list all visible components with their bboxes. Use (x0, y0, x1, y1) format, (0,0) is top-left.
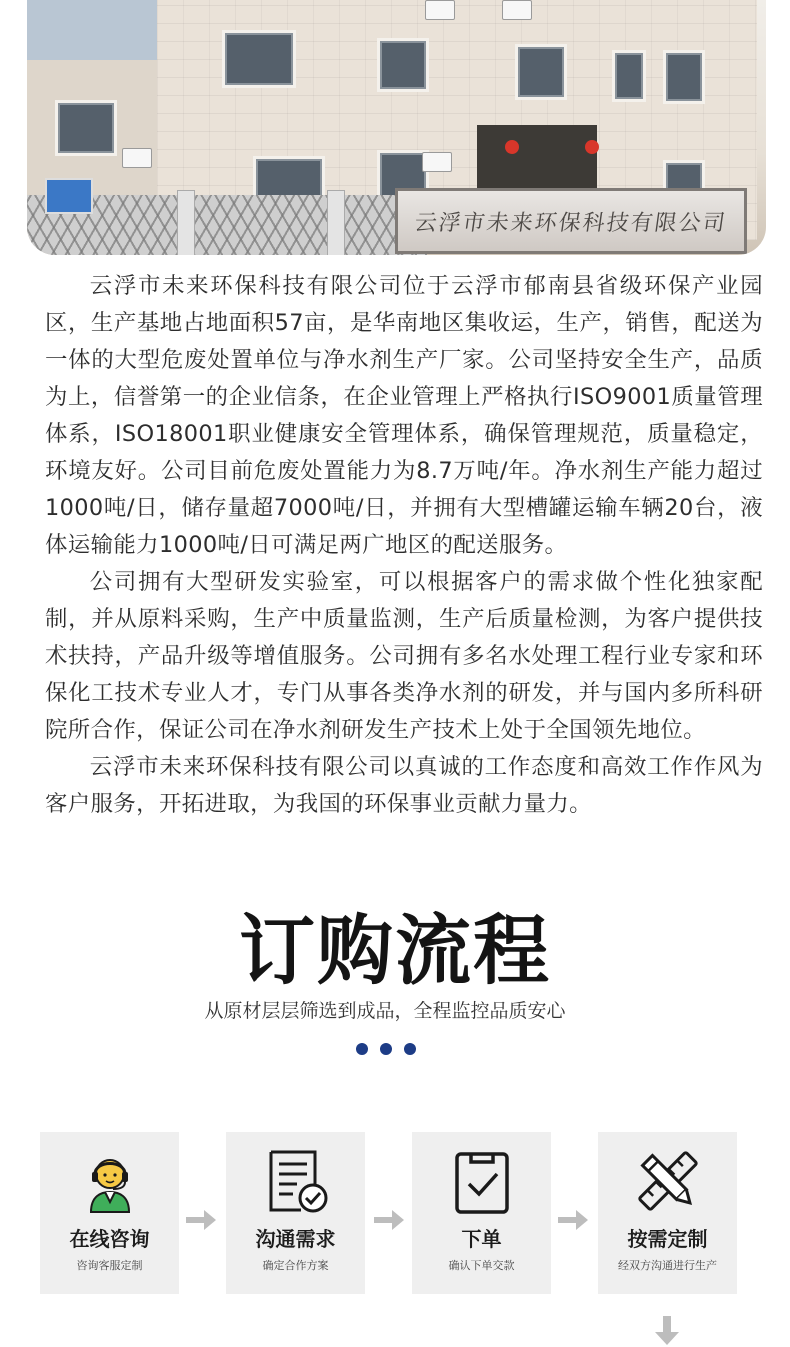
air-conditioner (502, 0, 532, 20)
step-description: 确定合作方案 (262, 1259, 329, 1272)
red-lantern (505, 140, 519, 154)
step-communicate-needs (226, 1132, 365, 1294)
company-introduction (45, 268, 763, 823)
air-conditioner (122, 148, 152, 168)
intro-paragraph: 云浮市未来环保科技有限公司位于云浮市郁南县省级环保产业园区，生产基地占地面积57亩，是华南地区集收运，生产，销售，配送为一体的大型危废处置单位与净水剂生产厂家。公司坚持安全生产，品质为上，信誉第一的企业信条，在企业管理上严格执行ISO9001质量管理体系，ISO18001职业健康安全管理体系，确保管理规范，质量稳定，环境友好。公司目前危废处置能力为8.7万吨/年。净水剂生产能力超过1000吨/日，储存量超7000吨/日，并拥有大型槽罐运输车辆20台，液体运输能力1000吨/日可满足两广地区的配送服务。 (45, 273, 763, 558)
customer-service-icon (75, 1146, 145, 1216)
divider-dot (404, 1043, 416, 1055)
document-check-icon (261, 1146, 331, 1216)
step-label: 沟通需求 (255, 1227, 336, 1251)
intro-paragraph: 云浮市未来环保科技有限公司以真诚的工作态度和高效工作作风为客户服务，开拓进取，为我国的环保事业贡献力量力。 (45, 754, 763, 817)
section-title: 订购流程 (239, 906, 551, 995)
company-building-photo (27, 0, 766, 255)
company-nameplate (395, 188, 747, 254)
sky (27, 0, 167, 60)
step-place-order (412, 1132, 551, 1294)
step-label: 按需定制 (627, 1227, 708, 1251)
arrow-right-icon (184, 1207, 218, 1233)
company-nameplate-text: 云浮市未来环保科技有限公司 (412, 210, 729, 236)
step-description: 经双方沟通进行生产 (618, 1259, 717, 1272)
blue-notice-board (45, 178, 93, 214)
air-conditioner (425, 0, 455, 20)
gate-post (327, 190, 345, 255)
pen-ruler-icon (633, 1146, 703, 1216)
intro-paragraph: 公司拥有大型研发实验室，可以根据客户的需求做个性化独家配制，并从原料采购，生产中质量监测，生产后质量检测，为客户提供技术扶持，产品升级等增值服务。公司拥有多名水处理工程行业专家和环保化工技术专业人才，专门从事各类净水剂的研发，并与国内多所科研院所合作，保证公司在净水剂研发生产技术上处于全国领先地位。 (45, 569, 763, 743)
window (222, 30, 296, 88)
red-lantern (585, 140, 599, 154)
arrow-down-icon (652, 1314, 682, 1347)
window (515, 44, 567, 100)
entrance-door (477, 125, 597, 195)
air-conditioner (422, 152, 452, 172)
clipboard-check-icon (447, 1146, 517, 1216)
step-label: 在线咨询 (69, 1227, 150, 1251)
step-label: 下单 (461, 1227, 502, 1251)
step-description: 咨询客服定制 (76, 1259, 143, 1272)
window (663, 50, 705, 104)
divider-dot (356, 1043, 368, 1055)
divider-dot (380, 1043, 392, 1055)
section-subtitle: 从原材层层筛选到成品，全程监控品质安心 (204, 1000, 566, 1022)
arrow-right-icon (372, 1207, 406, 1233)
step-description: 确认下单交款 (448, 1259, 515, 1272)
window (377, 38, 429, 92)
step-custom-production (598, 1132, 737, 1294)
window (612, 50, 646, 102)
window (55, 100, 117, 156)
section-divider-dots (356, 1043, 416, 1055)
arrow-right-icon (556, 1207, 590, 1233)
step-online-consult (40, 1132, 179, 1294)
gate-post (177, 190, 195, 255)
